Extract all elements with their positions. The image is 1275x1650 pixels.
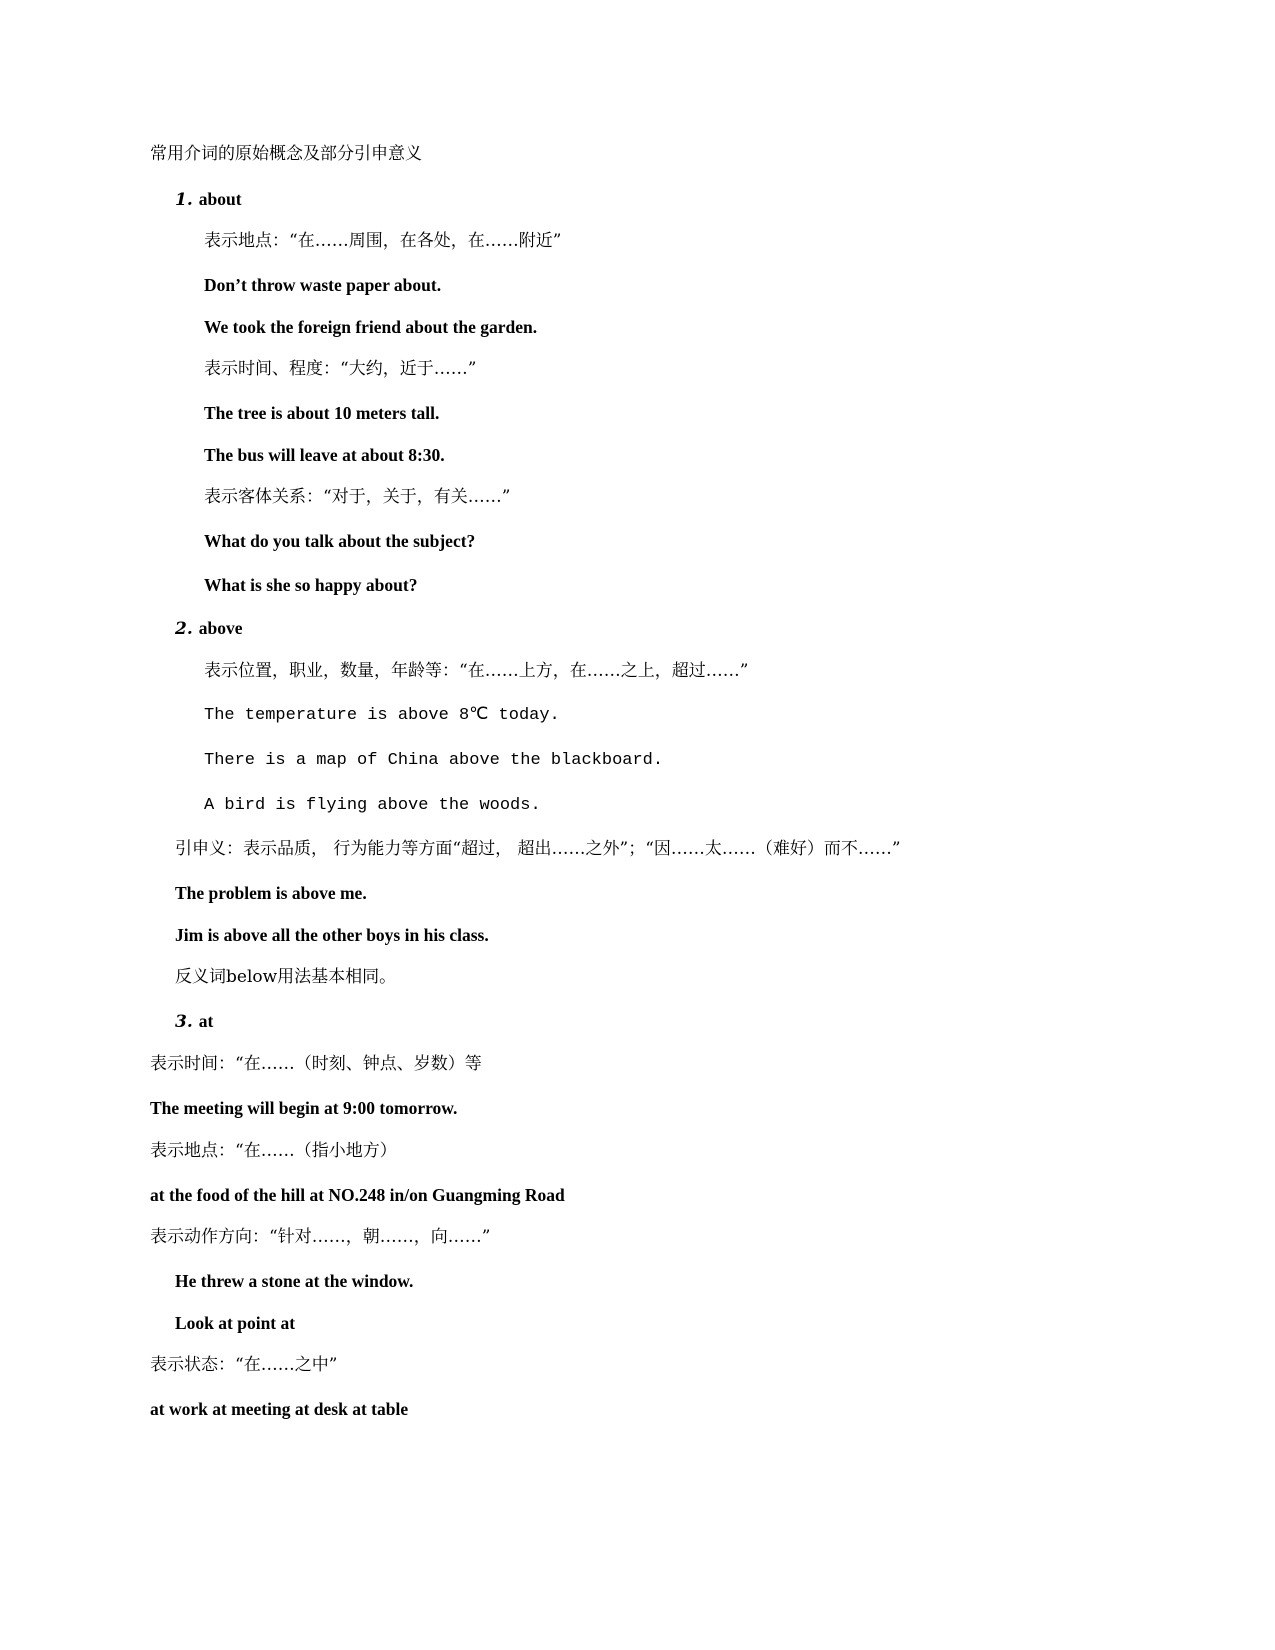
section-heading-about <box>175 188 242 211</box>
section-number: 2. <box>175 619 193 639</box>
usage-note: 表示位置，职业，数量，年龄等：“在……上方，在……之上，超过……” <box>204 661 749 681</box>
section-heading-above <box>175 617 243 640</box>
page-title: 常用介词的原始概念及部分引申意义 <box>150 144 422 164</box>
example-sentence: The problem is above me. <box>175 883 367 903</box>
example-sentence: A bird is flying above the woods. <box>204 796 541 815</box>
usage-note: 表示地点：“在……（指小地方） <box>150 1141 397 1161</box>
section-number: 1. <box>175 190 193 210</box>
example-sentence: at work at meeting at desk at table <box>150 1399 409 1419</box>
section-heading-at <box>175 1010 213 1033</box>
example-sentence: The meeting will begin at 9:00 tomorrow. <box>150 1098 458 1118</box>
example-sentence: The bus will leave at about 8:30. <box>204 445 445 465</box>
example-sentence: Don’t throw waste paper about. <box>204 275 442 295</box>
section-number: 3. <box>175 1012 193 1032</box>
antonym-note: 反义词below用法基本相同。 <box>175 967 397 987</box>
example-sentence: Look at point at <box>175 1313 296 1333</box>
usage-note: 表示时间：“在……（时刻、钟点、岁数）等 <box>150 1054 482 1074</box>
section-heading-text: above <box>198 618 243 638</box>
usage-note: 表示状态：“在……之中” <box>150 1355 338 1375</box>
example-sentence: The temperature is above 8℃ today. <box>204 706 560 725</box>
example-sentence: There is a map of China above the blackboard. <box>204 751 664 770</box>
usage-note: 表示动作方向：“针对……，朝……，向……” <box>150 1227 491 1247</box>
example-sentence: We took the foreign friend about the garden. <box>204 317 538 337</box>
example-sentence: at the food of the hill at NO.248 in/on Guangming Road <box>150 1185 565 1205</box>
usage-note: 表示时间、程度：“大约，近于……” <box>204 359 477 379</box>
example-sentence: What is she so happy about? <box>204 575 418 595</box>
example-sentence: He threw a stone at the window. <box>175 1271 414 1291</box>
extended-meaning-note: 引申义：表示品质， 行为能力等方面“超过， 超出……之外”；“因……太……（难好）而不……” <box>175 839 901 859</box>
example-sentence: What do you talk about the subject? <box>204 531 476 551</box>
section-heading-text: about <box>198 189 242 209</box>
example-sentence: Jim is above all the other boys in his class. <box>175 925 489 945</box>
section-heading-text: at <box>198 1011 214 1031</box>
usage-note: 表示地点：“在……周围，在各处，在……附近” <box>204 231 562 251</box>
usage-note: 表示客体关系：“对于，关于，有关……” <box>204 487 511 507</box>
example-sentence: The tree is about 10 meters tall. <box>204 403 440 423</box>
